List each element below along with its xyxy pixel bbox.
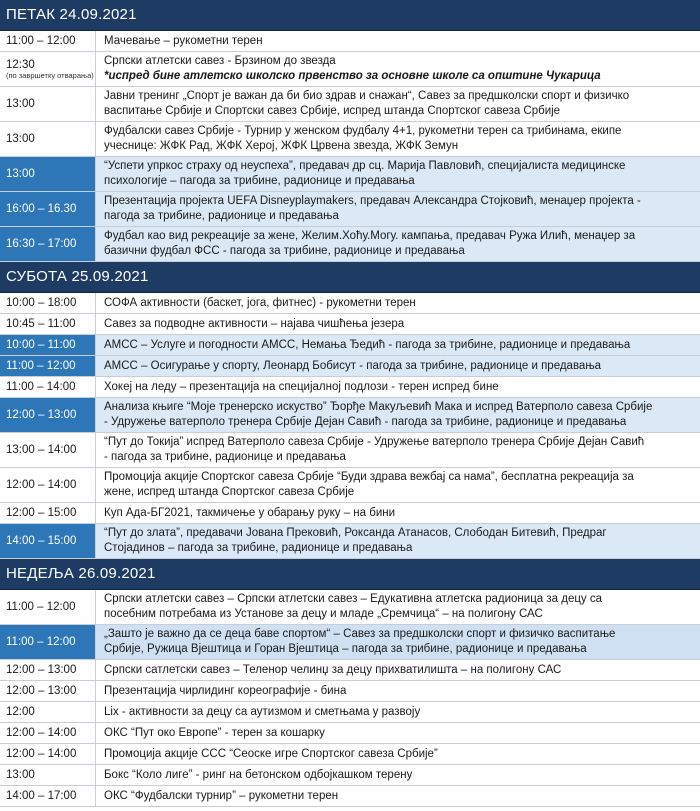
day-header: НЕДЕЉА 26.09.2021 [0, 559, 700, 590]
description-note: *испред бине атлетско школско првенство за основне школе са општине Чукарица [104, 70, 601, 82]
description-cell [96, 681, 700, 701]
description-line: Хокеј на леду – презентација на специјалној подлози - терен испред бине [104, 380, 499, 393]
description-line: “Пут до злата”, предавачи Јована Прековић, Роксанда Атанасов, Слободан Битевић, Предраг [104, 527, 607, 539]
description-line: Србије, Ружица Вјештица и Горан Вјештица – пагода за трибине, радионице и предавања [104, 643, 587, 655]
description-cell [96, 293, 700, 313]
time-text: 13:00 [6, 98, 35, 110]
description-cell [96, 87, 700, 121]
description-line: базични фудбал ФСС - пагода за трибине, радионице и предавања [104, 245, 465, 257]
time-text: 12:00 – 13:00 [6, 664, 77, 676]
description-cell [96, 335, 700, 355]
time-cell [0, 192, 96, 226]
description-cell [96, 227, 700, 261]
description-line: Српски атлетски савез - Брзином до звезда [104, 55, 336, 67]
table-row [0, 625, 700, 660]
time-text: 11:00 – 12:00 [6, 360, 76, 372]
description-cell [96, 723, 700, 743]
description-line: Анализа књиге “Моје тренерско искуство” Ђорђе Макуљевић Мака и испред Ватерполо савеза Србије [104, 401, 653, 413]
description-line: - Удружење ватерполо тренера Србије Дејан Савић - пагода за трибине, радионице и предавања [104, 416, 627, 428]
time-text: 11:00 – 12:00 [6, 601, 76, 613]
table-row [0, 702, 700, 723]
description-line: Фудбалски савез Србије - Турнир у женском фудбалу 4+1, рукометни терен са трибинама, екипе [104, 125, 622, 137]
time-text: 14:00 – 17:00 [6, 790, 77, 802]
time-cell [0, 314, 96, 334]
table-row [0, 227, 700, 262]
description-line: психологије – пагода за трибине, радионице и предавања [104, 175, 415, 187]
time-cell [0, 398, 96, 432]
time-cell [0, 227, 96, 261]
description-cell [96, 786, 700, 806]
table-row [0, 314, 700, 335]
time-text: 11:00 – 12:00 [6, 35, 76, 47]
time-text: 13:00 [6, 133, 35, 145]
description-line: васпитање Србије и Спортски савез Србије, испред штанда Спортског савеза Србије [104, 105, 561, 117]
table-row [0, 356, 700, 377]
table-row [0, 468, 700, 503]
description-cell [96, 660, 700, 680]
time-cell [0, 660, 96, 680]
table-row [0, 377, 700, 398]
time-text: 12:00 – 14:00 [6, 727, 77, 739]
description-line: Презентација чирлидинг кореографије - бина [104, 684, 347, 697]
table-row [0, 335, 700, 356]
description-cell [96, 744, 700, 764]
description-line: Lix - активности за децу са аутизмом и сметњама у развоју [104, 705, 421, 718]
time-text: 13:00 [6, 168, 35, 180]
table-row [0, 723, 700, 744]
description-line: АМСС – Осигурање у спорту, Леонард Бобисут - пагода за трибине, радионице и предавања [104, 359, 602, 372]
time-cell [0, 87, 96, 121]
time-text: 16:00 – 16.30 [6, 203, 77, 215]
time-text: 12:00 – 13:00 [6, 685, 77, 697]
description-line: Стојадинов – пагода за трибине, радионице и предавања [104, 542, 413, 554]
table-row [0, 293, 700, 314]
description-line: учеснице: ЖФК Рад, ЖФК Херој, ЖФК Црвена звезда, ЖФК Земун [104, 140, 459, 152]
table-row [0, 192, 700, 227]
day-header: СУБОТА 25.09.2021 [0, 262, 700, 293]
time-text: 12:00 – 15:00 [6, 507, 77, 519]
table-row [0, 765, 700, 786]
description-cell [96, 122, 700, 156]
time-cell [0, 765, 96, 785]
description-cell [96, 192, 700, 226]
description-cell [96, 314, 700, 334]
description-line: СОФА активности (баскет, јога, фитнес) - рукометни терен [104, 296, 416, 309]
description-line: - пагода за трибине, радионице и предавања [104, 451, 346, 463]
description-line: Презентација пројекта UEFA Disneyplaymakers, предавач Александра Стојковић, менаџер пројекта - [104, 195, 641, 207]
description-line: пагода за трибине, радионице и предавања [104, 210, 339, 222]
description-line: “Успети упркос страху од неуспеха”, предавач др сц. Марија Павловић, специјалиста медицинске [104, 160, 626, 172]
description-cell [96, 377, 700, 397]
description-cell [96, 157, 700, 191]
time-text: 10:00 – 11:00 [6, 339, 76, 351]
time-cell [0, 31, 96, 51]
time-cell [0, 293, 96, 313]
time-cell [0, 377, 96, 397]
time-cell [0, 681, 96, 701]
description-line: “Пут до Токија” испред Ватерполо савеза Србије - Удружење ватерполо тренера Србије Дејан Савић [104, 436, 645, 448]
time-text: 11:00 – 14:00 [6, 381, 76, 393]
description-cell [96, 433, 700, 467]
time-text: 14:00 – 15:00 [6, 535, 77, 547]
time-cell [0, 52, 96, 86]
table-row [0, 681, 700, 702]
table-row [0, 52, 700, 87]
time-text: 13:00 [6, 769, 35, 781]
description-cell [96, 52, 700, 86]
description-cell [96, 590, 700, 624]
time-text: 12:00 – 14:00 [6, 479, 77, 491]
description-cell [96, 702, 700, 722]
time-cell [0, 157, 96, 191]
description-line: Јавни тренинг „Спорт је важан да би био здрав и снажан“, Савез за предшколски спорт и физичко [104, 90, 630, 102]
day-header: ПЕТАК 24.09.2021 [0, 0, 700, 31]
table-row [0, 590, 700, 625]
description-cell [96, 356, 700, 376]
time-cell [0, 122, 96, 156]
description-line: Промоција акције ССС “Сеоске игре Спортског савеза Србије” [104, 747, 438, 760]
description-cell [96, 398, 700, 432]
description-cell [96, 524, 700, 558]
description-cell [96, 468, 700, 502]
time-text: 10:00 – 18:00 [6, 297, 77, 309]
description-line: Бокс “Коло лиге” - ринг на бетонском одбојкашком терену [104, 768, 413, 781]
description-line: Савез за подводне активности – најава чишћења језера [104, 317, 405, 330]
table-row [0, 157, 700, 192]
table-row [0, 31, 700, 52]
time-cell [0, 723, 96, 743]
time-cell [0, 625, 96, 659]
time-cell [0, 702, 96, 722]
time-cell [0, 433, 96, 467]
description-line: Промоција акције Спортског савеза Србије “Буди здрава вежбај са нама”, бесплатна рекреација за [104, 471, 634, 483]
time-text: 12:00 – 14:00 [6, 748, 77, 760]
time-cell [0, 524, 96, 558]
time-cell [0, 786, 96, 806]
table-row [0, 398, 700, 433]
description-line: ОКС “Пут око Европе” - терен за кошарку [104, 726, 325, 739]
description-line: посебним потребама из Установе за децу и младе „Сремчица“ – на полигону САС [104, 608, 543, 620]
time-text: 10:45 – 11:00 [6, 318, 76, 330]
description-line: Српски сатлетски савез – Теленор челинџ за децу прихватилишта – на полигону САС [104, 663, 562, 676]
description-line: Српски атлетски савез – Српски атлетски савез – Едукативна атлетска радионица за децу са [104, 593, 603, 605]
time-text: 12:30 [6, 58, 35, 71]
time-cell [0, 356, 96, 376]
time-text: 13:00 – 14:00 [6, 444, 77, 456]
description-line: Фудбал као вид рекреације за жене, Желим.Хоћу.Могу. кампања, предавач Ружа Илић, менаџер за [104, 230, 636, 242]
description-cell [96, 765, 700, 785]
table-row [0, 122, 700, 157]
time-cell [0, 335, 96, 355]
description-line: „Зашто је важно да се деца баве спортом“ – Савез за предшколски спорт и физичко васпитање [104, 628, 616, 640]
description-cell [96, 503, 700, 523]
time-text: 16:30 – 17:00 [6, 238, 77, 250]
description-line: Мачевање – рукометни терен [104, 34, 263, 47]
time-note: (по завршетку отварања) [6, 70, 94, 80]
description-cell [96, 625, 700, 659]
description-line: жене, испред штанда Спортског савеза Србије [104, 486, 355, 498]
table-row [0, 503, 700, 524]
time-text: 12:00 [6, 706, 35, 718]
table-row [0, 87, 700, 122]
description-line: АМСС – Услуге и погодности АМСС, Немања Ђедић - пагода за трибине, радионице и предавања [104, 338, 631, 351]
time-text: 11:00 – 12:00 [6, 636, 76, 648]
time-cell [0, 590, 96, 624]
time-cell [0, 744, 96, 764]
time-text: 12:00 – 13:00 [6, 409, 77, 421]
table-row [0, 524, 700, 559]
description-line: Куп Ада-БГ2021, такмичење у обарању руку – на бини [104, 506, 396, 519]
table-row [0, 433, 700, 468]
time-cell [0, 468, 96, 502]
table-row [0, 660, 700, 681]
description-line: ОКС “Фудбалски турнир” – рукометни терен [104, 789, 339, 802]
table-row [0, 744, 700, 765]
description-cell [96, 31, 700, 51]
time-cell [0, 503, 96, 523]
table-row [0, 786, 700, 807]
